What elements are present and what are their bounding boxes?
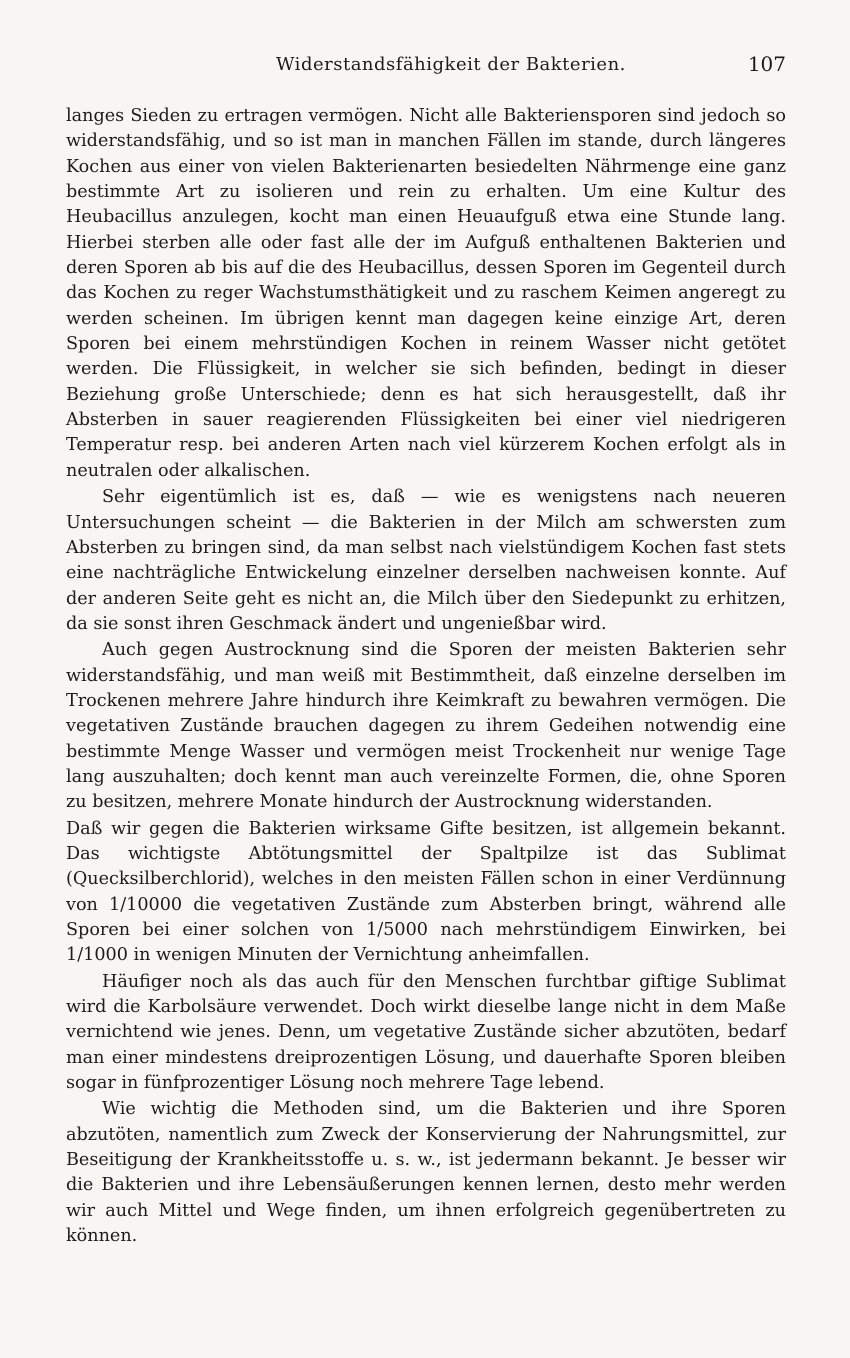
paragraph-continuation: langes Sieden zu ertragen vermögen. Nicht alle Bakteriensporen sind jedoch so widerstandsfähig, und so ist man in manchen Fällen im stande, durch längeres Kochen aus einer von vielen Bakterienarten besiedelten Nährmenge eine ganz bestimmte Art zu isolieren und rein zu erhalten. Um eine Kultur des Heubacillus anzulegen, kocht man einen Heuaufguß etwa eine Stunde lang. Hierbei sterben alle oder fast alle der im Aufguß enthaltenen Bakterien und deren Sporen ab bis auf die des Heubacillus, dessen Sporen im Gegenteil durch das Kochen zu reger Wachstumsthätigkeit und zu raschem Keimen angeregt zu werden scheinen. Im übrigen kennt man dagegen keine einzige Art, deren Sporen bei einem mehrstündigen Kochen in reinem Wasser nicht getötet werden. Die Flüssigkeit, in welcher sie sich befinden, bedingt in dieser Beziehung große Unterschiede; denn es hat sich herausgestellt, daß ihr Absterben in sauer reagierenden Flüssigkeiten bei einer viel niedrigeren Temperatur resp. bei anderen Arten nach viel kürzerem Kochen erfolgt als in neutralen oder alkalischen. bbox=[66, 106, 786, 481]
paragraph-carbolic-acid: Häufiger noch als das auch für den Menschen furchtbar giftige Sublimat wird die Karbolsäure verwendet. Doch wirkt dieselbe lange nicht in dem Maße vernichtend wie jenes. Denn, um vegetative Zustände sicher abzutöten, bedarf man einer mindestens dreiprozentigen Lösung, und dauerhafte Sporen bleiben sogar in fünfprozentiger Lösung noch mehrere Tage lebend. bbox=[66, 971, 786, 1094]
paragraph-desiccation: Auch gegen Austrocknung sind die Sporen der meisten Bakterien sehr widerstandsfähig, und man weiß mit Bestimmtheit, daß einzelne derselben im Trockenen mehrere Jahre hindurch ihre Keimkraft zu bewahren vermögen. Die vegetativen Zustände brauchen dagegen zu ihrem Gedeihen notwendig eine bestimmte Menge Wasser und vermögen meist Trockenheit nur wenige Tage lang auszuhalten; doch kennt man auch vereinzelte Formen, die, ohne Sporen zu besitzen, mehrere Monate hindurch der Austrocknung widerstanden. bbox=[66, 640, 786, 813]
body-text bbox=[66, 104, 786, 1249]
running-title: Widerstandsfähigkeit der Bakterien. bbox=[276, 54, 626, 75]
paragraph-milk: Sehr eigentümlich ist es, daß — wie es wenigstens nach neueren Untersuchungen scheint — die Bakterien in der Milch am schwersten zum Absterben zu bringen sind, da man selbst nach vielstündigem Kochen fast stets eine nachträgliche Entwickelung einzelner derselben nachweisen konnte. Auf der anderen Seite geht es nicht an, die Milch über den Siedepunkt zu erhitzen, da sie sonst ihren Geschmack ändert und ungenießbar wird. bbox=[66, 487, 786, 634]
paragraph-poisons: Daß wir gegen die Bakterien wirksame Gifte besitzen, ist allgemein bekannt. Das wichtigste Abtötungsmittel der Spaltpilze ist das Sublimat (Quecksilberchlorid), welches in den meisten Fällen schon in einer Verdünnung von 1/10000 die vegetativen Zustände zum Absterben bringt, während alle Sporen bei einer solchen von 1/5000 nach mehrstündigem Einwirken, bei 1/1000 in wenigen Minuten der Vernichtung anheimfallen. bbox=[66, 818, 786, 966]
paragraph-methods: Wie wichtig die Methoden sind, um die Bakterien und ihre Sporen abzutöten, namentlich zum Zweck der Konservierung der Nahrungsmittel, zur Beseitigung der Krankheitsstoffe u. s. w., ist jedermann bekannt. Je besser wir die Bakterien und ihre Lebensäußerungen kennen lernen, desto mehr werden wir auch Mittel und Wege finden, um ihnen erfolgreich gegenübertreten zu können. bbox=[66, 1099, 786, 1247]
page-header bbox=[66, 54, 786, 86]
page-number: 107 bbox=[747, 52, 786, 76]
